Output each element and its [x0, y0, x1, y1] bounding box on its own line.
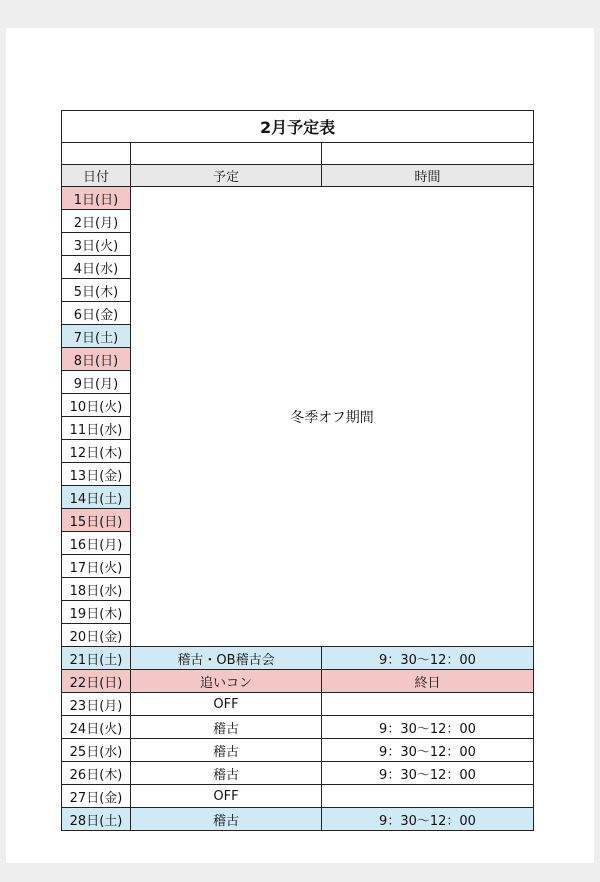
header-plan: 予定: [131, 165, 322, 187]
time-cell: 9：30〜12：00: [322, 762, 534, 785]
date-cell: 15日(日): [62, 509, 131, 532]
table-row: [62, 785, 534, 808]
date-cell: 10日(火): [62, 394, 131, 417]
plan-cell: 追いコン: [131, 670, 322, 693]
off-period-cell: 冬季オフ期間: [131, 187, 534, 647]
date-cell: 9日(月): [62, 371, 131, 394]
date-cell: 4日(水): [62, 256, 131, 279]
time-cell: [322, 693, 534, 716]
date-cell: 8日(日): [62, 348, 131, 371]
plan-cell: 稽古: [131, 739, 322, 762]
table-row: [62, 739, 534, 762]
time-cell: 9：30〜12：00: [322, 739, 534, 762]
date-cell: 22日(日): [62, 670, 131, 693]
table-title: 2月予定表: [62, 111, 534, 143]
date-cell: 23日(月): [62, 693, 131, 716]
date-cell: 7日(土): [62, 325, 131, 348]
date-cell: 25日(水): [62, 739, 131, 762]
date-cell: 19日(木): [62, 601, 131, 624]
blank-cell: [62, 143, 131, 165]
date-cell: 20日(金): [62, 624, 131, 647]
header-date: 日付: [62, 165, 131, 187]
time-cell: 終日: [322, 670, 534, 693]
blank-row: [62, 143, 534, 165]
schedule-table: [61, 110, 534, 831]
date-cell: 11日(水): [62, 417, 131, 440]
date-cell: 1日(日): [62, 187, 131, 210]
plan-cell: OFF: [131, 785, 322, 808]
blank-cell: [322, 143, 534, 165]
date-cell: 28日(土): [62, 808, 131, 831]
plan-cell: 稽古: [131, 716, 322, 739]
time-cell: 9：30〜12：00: [322, 808, 534, 831]
table-row: [62, 187, 534, 210]
plan-cell: OFF: [131, 693, 322, 716]
date-cell: 18日(水): [62, 578, 131, 601]
date-cell: 14日(土): [62, 486, 131, 509]
date-cell: 16日(月): [62, 532, 131, 555]
date-cell: 5日(木): [62, 279, 131, 302]
time-cell: 9：30〜12：00: [322, 647, 534, 670]
date-cell: 17日(火): [62, 555, 131, 578]
date-cell: 6日(金): [62, 302, 131, 325]
plan-cell: 稽古・OB稽古会: [131, 647, 322, 670]
plan-cell: 稽古: [131, 808, 322, 831]
plan-cell: 稽古: [131, 762, 322, 785]
date-cell: 24日(火): [62, 716, 131, 739]
date-cell: 2日(月): [62, 210, 131, 233]
date-cell: 27日(金): [62, 785, 131, 808]
date-cell: 3日(火): [62, 233, 131, 256]
table-row: [62, 716, 534, 739]
blank-cell: [131, 143, 322, 165]
time-cell: 9：30〜12：00: [322, 716, 534, 739]
header-row: [62, 165, 534, 187]
date-cell: 13日(金): [62, 463, 131, 486]
document-page: [6, 28, 594, 863]
table-row: [62, 693, 534, 716]
header-time: 時間: [322, 165, 534, 187]
table-row: [62, 808, 534, 831]
date-cell: 12日(木): [62, 440, 131, 463]
time-cell: [322, 785, 534, 808]
table-row: [62, 647, 534, 670]
table-row: [62, 762, 534, 785]
table-row: [62, 670, 534, 693]
date-cell: 21日(土): [62, 647, 131, 670]
date-cell: 26日(木): [62, 762, 131, 785]
